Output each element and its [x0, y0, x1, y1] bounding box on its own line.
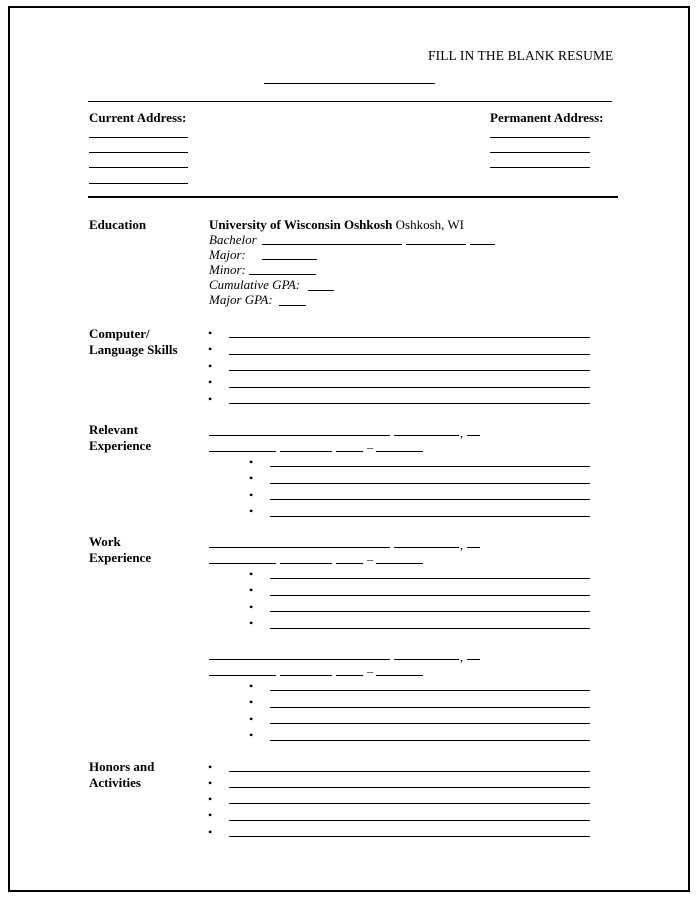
bullet: • — [208, 825, 213, 839]
work-duty-line[interactable] — [270, 578, 590, 579]
skills-label-line1: Computer/ — [89, 326, 150, 341]
relevant-duty-line[interactable] — [270, 483, 590, 484]
employer-blank[interactable] — [209, 547, 390, 548]
title-blank[interactable] — [209, 563, 276, 564]
employer-blank[interactable] — [209, 435, 390, 436]
start-year-blank[interactable] — [336, 451, 363, 452]
current-address-line[interactable] — [89, 183, 188, 184]
degree-blank[interactable] — [262, 244, 402, 245]
skills-line[interactable] — [229, 387, 590, 388]
page-title: FILL IN THE BLANK RESUME — [428, 48, 614, 63]
skills-line[interactable] — [229, 337, 590, 338]
work-duty-line[interactable] — [270, 611, 590, 612]
name-blank[interactable] — [264, 83, 435, 84]
work-duty-line[interactable] — [270, 690, 590, 691]
honors-label-line2: Activities — [89, 775, 141, 790]
skills-line[interactable] — [229, 403, 590, 404]
bullet: • — [208, 342, 213, 356]
bullet: • — [208, 375, 213, 389]
date-dash: – — [367, 440, 373, 454]
major-gpa-label: Major GPA: — [209, 292, 273, 307]
bullet: • — [249, 728, 254, 742]
city-blank[interactable] — [394, 435, 459, 436]
end-date-blank[interactable] — [376, 451, 423, 452]
education-label: Education — [89, 217, 147, 232]
honors-label-line1: Honors and — [89, 759, 155, 774]
work-duty-line[interactable] — [270, 740, 590, 741]
start-year-blank[interactable] — [336, 563, 363, 564]
school-location: Oshkosh, WI — [395, 217, 464, 232]
bullet: • — [249, 471, 254, 485]
skills-label — [89, 326, 178, 358]
permanent-address-line[interactable] — [490, 167, 590, 168]
degree-blank[interactable] — [470, 244, 495, 245]
bullet: • — [249, 567, 254, 581]
major-blank[interactable] — [262, 259, 317, 260]
bullet: • — [249, 600, 254, 614]
comma: , — [460, 538, 463, 552]
current-address-label: Current Address: — [89, 110, 187, 125]
minor-blank[interactable] — [249, 274, 316, 275]
current-address-line[interactable] — [89, 167, 188, 168]
honors-line[interactable] — [229, 771, 590, 772]
honors-line[interactable] — [229, 820, 590, 821]
major-label: Major: — [209, 247, 246, 262]
date-dash: – — [367, 552, 373, 566]
bullet: • — [208, 792, 213, 806]
work-duty-line[interactable] — [270, 707, 590, 708]
cumulative-gpa-label: Cumulative GPA: — [209, 277, 301, 292]
comma: , — [460, 426, 463, 440]
skills-line[interactable] — [229, 370, 590, 371]
state-blank[interactable] — [467, 547, 480, 548]
work-duty-line[interactable] — [270, 628, 590, 629]
start-date-blank[interactable] — [280, 675, 332, 676]
bullet: • — [208, 326, 213, 340]
work-duty-line[interactable] — [270, 595, 590, 596]
bullet: • — [249, 616, 254, 630]
cumulative-gpa-blank[interactable] — [308, 290, 334, 291]
relevant-label-line2: Experience — [89, 438, 152, 453]
end-date-blank[interactable] — [376, 675, 423, 676]
permanent-address-label: Permanent Address: — [490, 110, 604, 125]
honors-line[interactable] — [229, 803, 590, 804]
city-blank[interactable] — [394, 659, 459, 660]
title-blank[interactable] — [209, 675, 276, 676]
address-divider — [88, 196, 618, 198]
bullet: • — [249, 504, 254, 518]
bullet: • — [208, 760, 213, 774]
state-blank[interactable] — [467, 435, 480, 436]
bullet: • — [249, 455, 254, 469]
state-blank[interactable] — [467, 659, 480, 660]
bullet: • — [249, 679, 254, 693]
bullet: • — [249, 712, 254, 726]
degree-blank[interactable] — [406, 244, 466, 245]
permanent-address-line[interactable] — [490, 137, 590, 138]
bullet: • — [208, 776, 213, 790]
work-experience-label — [89, 534, 151, 566]
start-year-blank[interactable] — [336, 675, 363, 676]
skills-label-line2: Language Skills — [89, 342, 178, 357]
education-block — [209, 217, 464, 307]
employer-blank[interactable] — [209, 659, 390, 660]
degree-label: Bachelor — [209, 232, 257, 247]
work-label-line1: Work — [89, 534, 121, 549]
relevant-duty-line[interactable] — [270, 466, 590, 467]
skills-line[interactable] — [229, 354, 590, 355]
bullet: • — [208, 392, 213, 406]
minor-label: Minor: — [209, 262, 246, 277]
bullet: • — [208, 359, 213, 373]
work-duty-line[interactable] — [270, 723, 590, 724]
start-date-blank[interactable] — [280, 563, 332, 564]
relevant-duty-line[interactable] — [270, 499, 590, 500]
major-gpa-blank[interactable] — [279, 305, 306, 306]
bullet: • — [208, 808, 213, 822]
work-label-line2: Experience — [89, 550, 152, 565]
relevant-duty-line[interactable] — [270, 516, 590, 517]
honors-line[interactable] — [229, 787, 590, 788]
end-date-blank[interactable] — [376, 563, 423, 564]
school-name: University of Wisconsin Oshkosh — [209, 217, 393, 232]
honors-line[interactable] — [229, 836, 590, 837]
relevant-experience-label — [89, 422, 151, 454]
bullet: • — [249, 583, 254, 597]
start-date-blank[interactable] — [280, 451, 332, 452]
honors-label — [89, 759, 154, 791]
city-blank[interactable] — [394, 547, 459, 548]
comma: , — [460, 650, 463, 664]
title-blank[interactable] — [209, 451, 276, 452]
bullet: • — [249, 695, 254, 709]
current-address-line[interactable] — [89, 152, 188, 153]
header-divider — [88, 101, 612, 102]
bullet: • — [249, 488, 254, 502]
current-address-line[interactable] — [89, 137, 188, 138]
relevant-label-line1: Relevant — [89, 422, 139, 437]
date-dash: – — [367, 664, 373, 678]
permanent-address-line[interactable] — [490, 152, 590, 153]
